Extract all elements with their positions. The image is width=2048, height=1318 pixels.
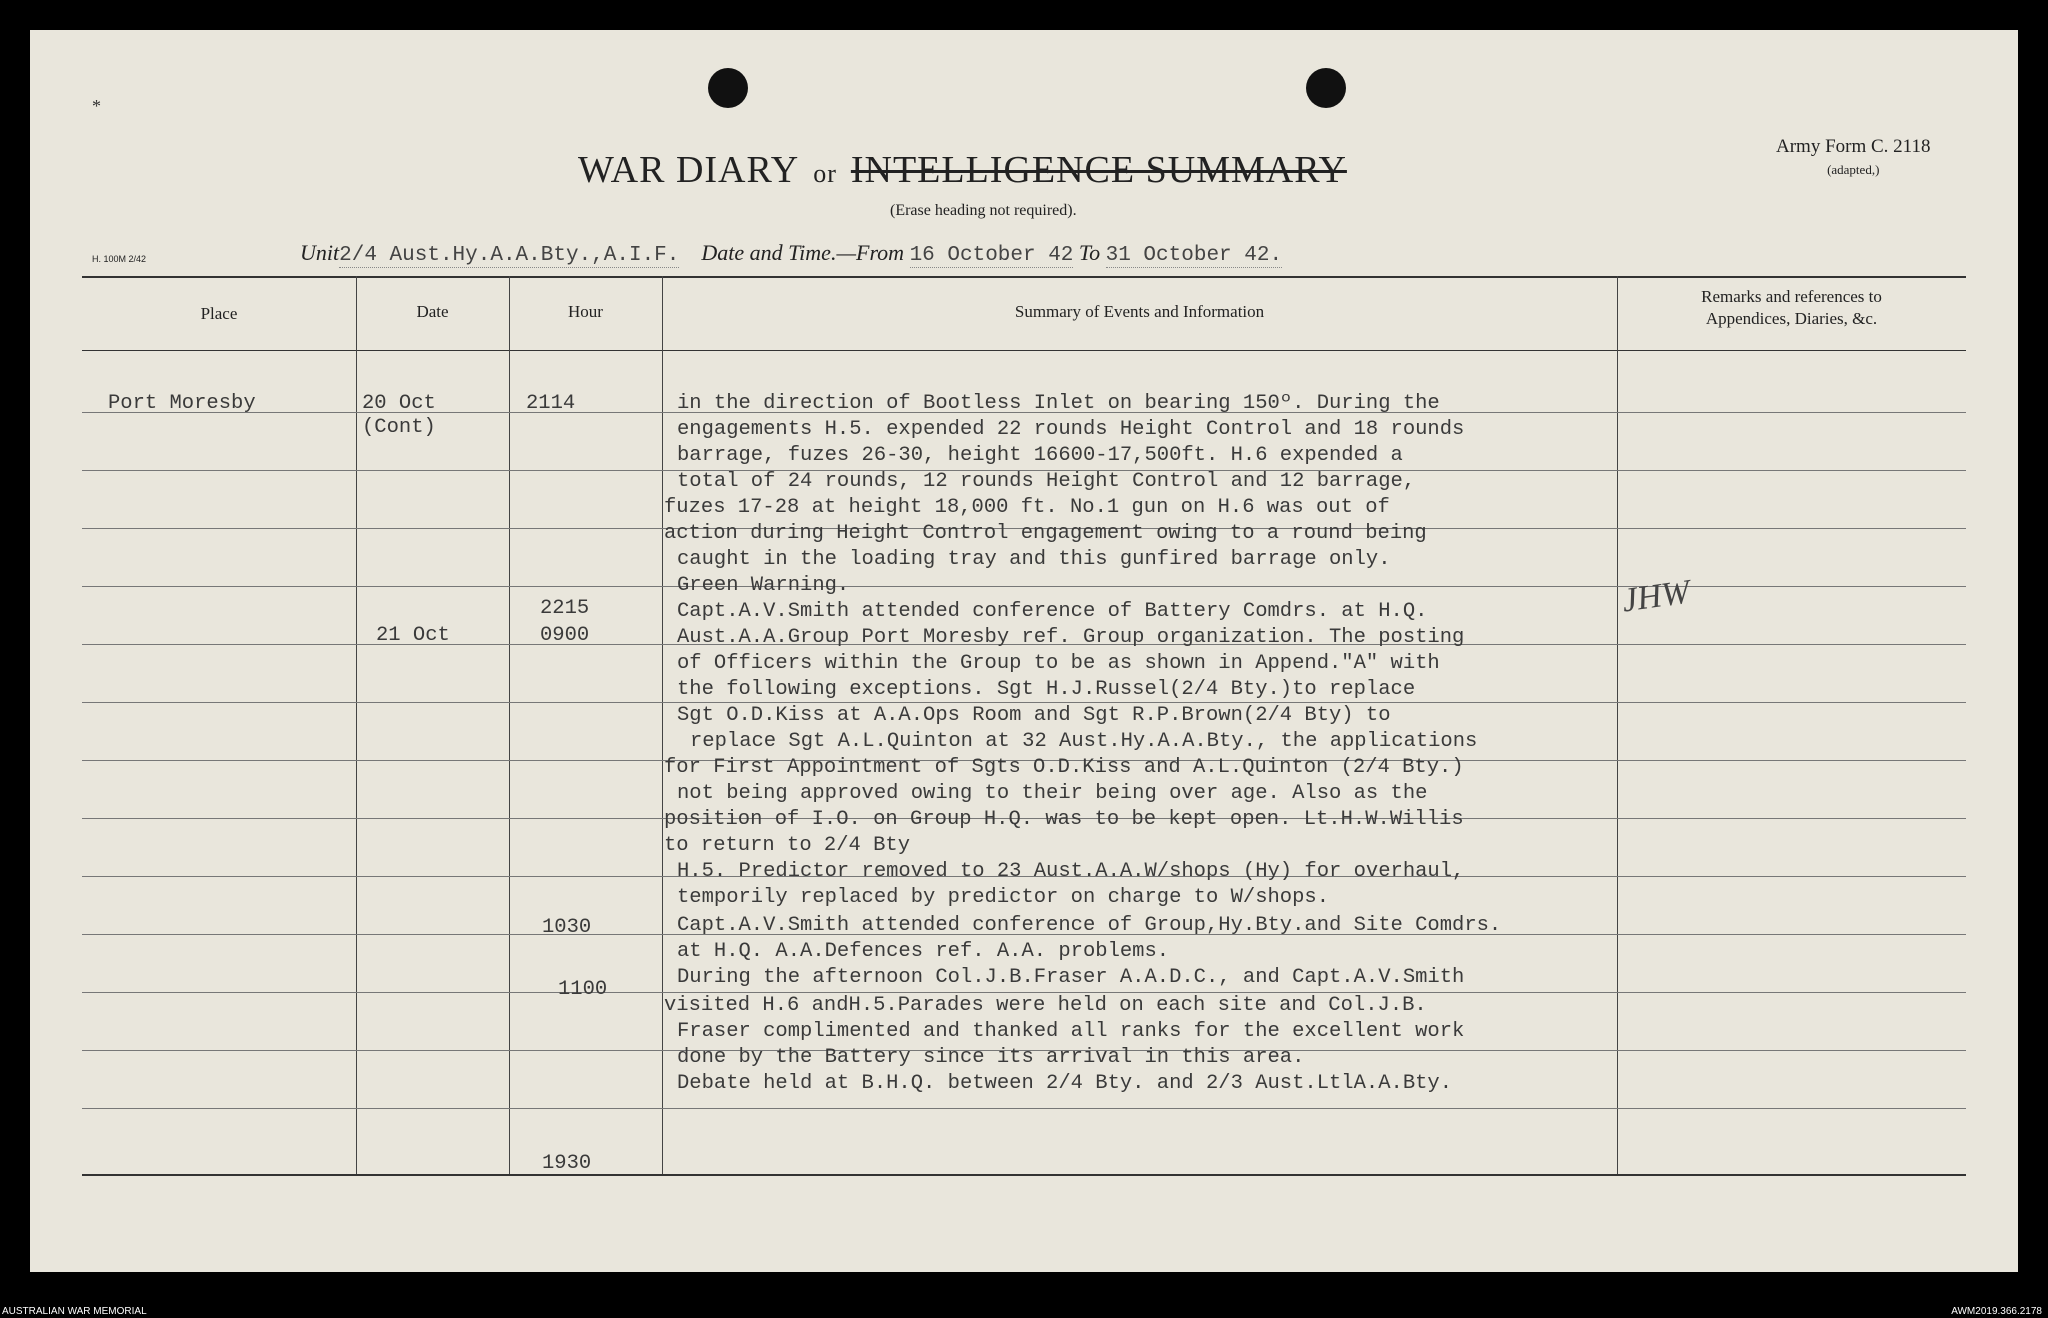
form-code: H. 100M 2/42 bbox=[92, 254, 147, 264]
summary-line: Sgt O.D.Kiss at A.A.Ops Room and Sgt R.P.Brown(2/4 Bty) to bbox=[677, 704, 1391, 727]
remarks-line2: Appendices, Diaries, &c. bbox=[1705, 309, 1878, 328]
initials-signature: JHW bbox=[1619, 573, 1693, 620]
date-cont: (Cont) bbox=[362, 416, 436, 439]
summary-line: not being approved owing to their being over age. Also as the bbox=[677, 782, 1428, 805]
summary-line: at H.Q. A.A.Defences ref. A.A. problems. bbox=[677, 940, 1170, 963]
army-form-ref bbox=[1776, 136, 1930, 178]
unit-value: 2/4 Aust.Hy.A.A.Bty.,A.I.F. bbox=[339, 244, 680, 267]
footer-left: AUSTRALIAN WAR MEMORIAL bbox=[2, 1306, 147, 1317]
place-cell: Port Moresby bbox=[108, 392, 256, 415]
col-head-date: Date bbox=[416, 302, 449, 321]
summary-line: H.5. Predictor removed to 23 Aust.A.A.W/shops (Hy) for overhaul, bbox=[677, 860, 1465, 883]
summary-line: caught in the loading tray and this gunfired barrage only. bbox=[677, 548, 1391, 571]
summary-line: Fraser complimented and thanked all ranks for the excellent work bbox=[677, 1020, 1465, 1043]
hour-1930: 1930 bbox=[542, 1152, 592, 1175]
summary-line: to return to 2/4 Bty bbox=[664, 834, 911, 857]
punch-hole-left bbox=[708, 68, 748, 108]
summary-line: Capt.A.V.Smith attended conference of Battery Comdrs. at H.Q. bbox=[677, 600, 1428, 623]
date-label: Date and Time.—From bbox=[701, 240, 905, 265]
col-divider-summary bbox=[1617, 276, 1618, 1174]
hour-1030: 1030 bbox=[542, 916, 592, 939]
war-diary-heading: WAR DIARY bbox=[578, 149, 800, 191]
or-text: or bbox=[813, 159, 837, 188]
col-divider-hour bbox=[662, 276, 663, 1174]
date-20-oct: 20 Oct bbox=[362, 392, 436, 415]
ruled-line bbox=[82, 992, 1966, 993]
col-head-hour: Hour bbox=[568, 302, 603, 321]
summary-line: the following exceptions. Sgt H.J.Russel(2/4 Bty.)to replace bbox=[677, 678, 1416, 701]
summary-line: engagements H.5. expended 22 rounds Height Control and 18 rounds bbox=[677, 418, 1465, 441]
summary-line: barrage, fuzes 26-30, height 16600-17,500ft. H.6 expended a bbox=[677, 444, 1403, 467]
col-head-summary: Summary of Events and Information bbox=[1014, 302, 1265, 321]
summary-line: visited H.6 andH.5.Parades were held on each site and Col.J.B. bbox=[664, 994, 1427, 1017]
summary-line: fuzes 17-28 at height 18,000 ft. No.1 gun on H.6 was out of bbox=[664, 496, 1390, 519]
summary-line: for First Appointment of Sgts O.D.Kiss and A.L.Quinton (2/4 Bty.) bbox=[664, 756, 1464, 779]
summary-line: During the afternoon Col.J.B.Fraser A.A.D.C., and Capt.A.V.Smith bbox=[677, 966, 1465, 989]
hour-2215: 2215 bbox=[540, 597, 590, 620]
page-title bbox=[578, 148, 1347, 192]
table-header-rule bbox=[82, 350, 1966, 351]
erase-note: (Erase heading not required). bbox=[890, 202, 1077, 219]
footer-right: AWM2019.366.2178 bbox=[1951, 1306, 2042, 1317]
summary-line: in the direction of Bootless Inlet on bearing 150º. During the bbox=[677, 392, 1440, 415]
summary-line: Capt.A.V.Smith attended conference of Group,Hy.Bty.and Site Comdrs. bbox=[677, 914, 1502, 937]
unit-line bbox=[300, 240, 1282, 267]
hour-0900: 0900 bbox=[540, 624, 590, 647]
ruled-line bbox=[82, 702, 1966, 703]
remarks-line1: Remarks and references to bbox=[1701, 287, 1882, 306]
col-divider-place bbox=[356, 276, 357, 1174]
unit-label: Unit bbox=[300, 240, 340, 265]
summary-line: temporily replaced by predictor on charge to W/shops. bbox=[677, 886, 1330, 909]
summary-line: Green Warning. bbox=[677, 574, 850, 597]
summary-line: action during Height Control engagement owing to a round being bbox=[664, 522, 1427, 545]
summary-line: total of 24 rounds, 12 rounds Height Control and 12 barrage, bbox=[677, 470, 1416, 493]
punch-hole-right bbox=[1306, 68, 1346, 108]
army-form-label: Army Form C. 2118 bbox=[1776, 136, 1931, 157]
col-head-place: Place bbox=[200, 304, 238, 323]
summary-line: done by the Battery since its arrival in this area. bbox=[677, 1046, 1305, 1069]
from-value: 16 October 42 bbox=[909, 244, 1074, 267]
summary-line: of Officers within the Group to be as shown in Append."A" with bbox=[677, 652, 1440, 675]
to-value: 31 October 42. bbox=[1105, 244, 1283, 267]
adapted-label: (adapted,) bbox=[1827, 162, 1880, 177]
summary-line: Debate held at B.H.Q. between 2/4 Bty. and 2/3 Aust.LtlA.A.Bty. bbox=[677, 1072, 1453, 1095]
star-mark: * bbox=[92, 96, 101, 116]
table-bottom-rule bbox=[82, 1174, 1966, 1176]
col-divider-date bbox=[509, 276, 510, 1174]
intelligence-summary-heading: INTELLIGENCE SUMMARY bbox=[850, 149, 1347, 191]
hour-1100: 1100 bbox=[558, 978, 608, 1001]
table-top-rule bbox=[82, 276, 1966, 278]
summary-line: position of I.O. on Group H.Q. was to be kept open. Lt.H.W.Willis bbox=[664, 808, 1464, 831]
summary-line: replace Sgt A.L.Quinton at 32 Aust.Hy.A.A.Bty., the applications bbox=[690, 730, 1478, 753]
summary-line: Aust.A.A.Group Port Moresby ref. Group organization. The posting bbox=[677, 626, 1465, 649]
date-21-oct: 21 Oct bbox=[376, 624, 450, 647]
ruled-line bbox=[82, 1108, 1966, 1109]
to-label: To bbox=[1078, 240, 1101, 265]
hour-2114: 2114 bbox=[526, 392, 576, 415]
col-head-remarks bbox=[1617, 286, 1966, 330]
